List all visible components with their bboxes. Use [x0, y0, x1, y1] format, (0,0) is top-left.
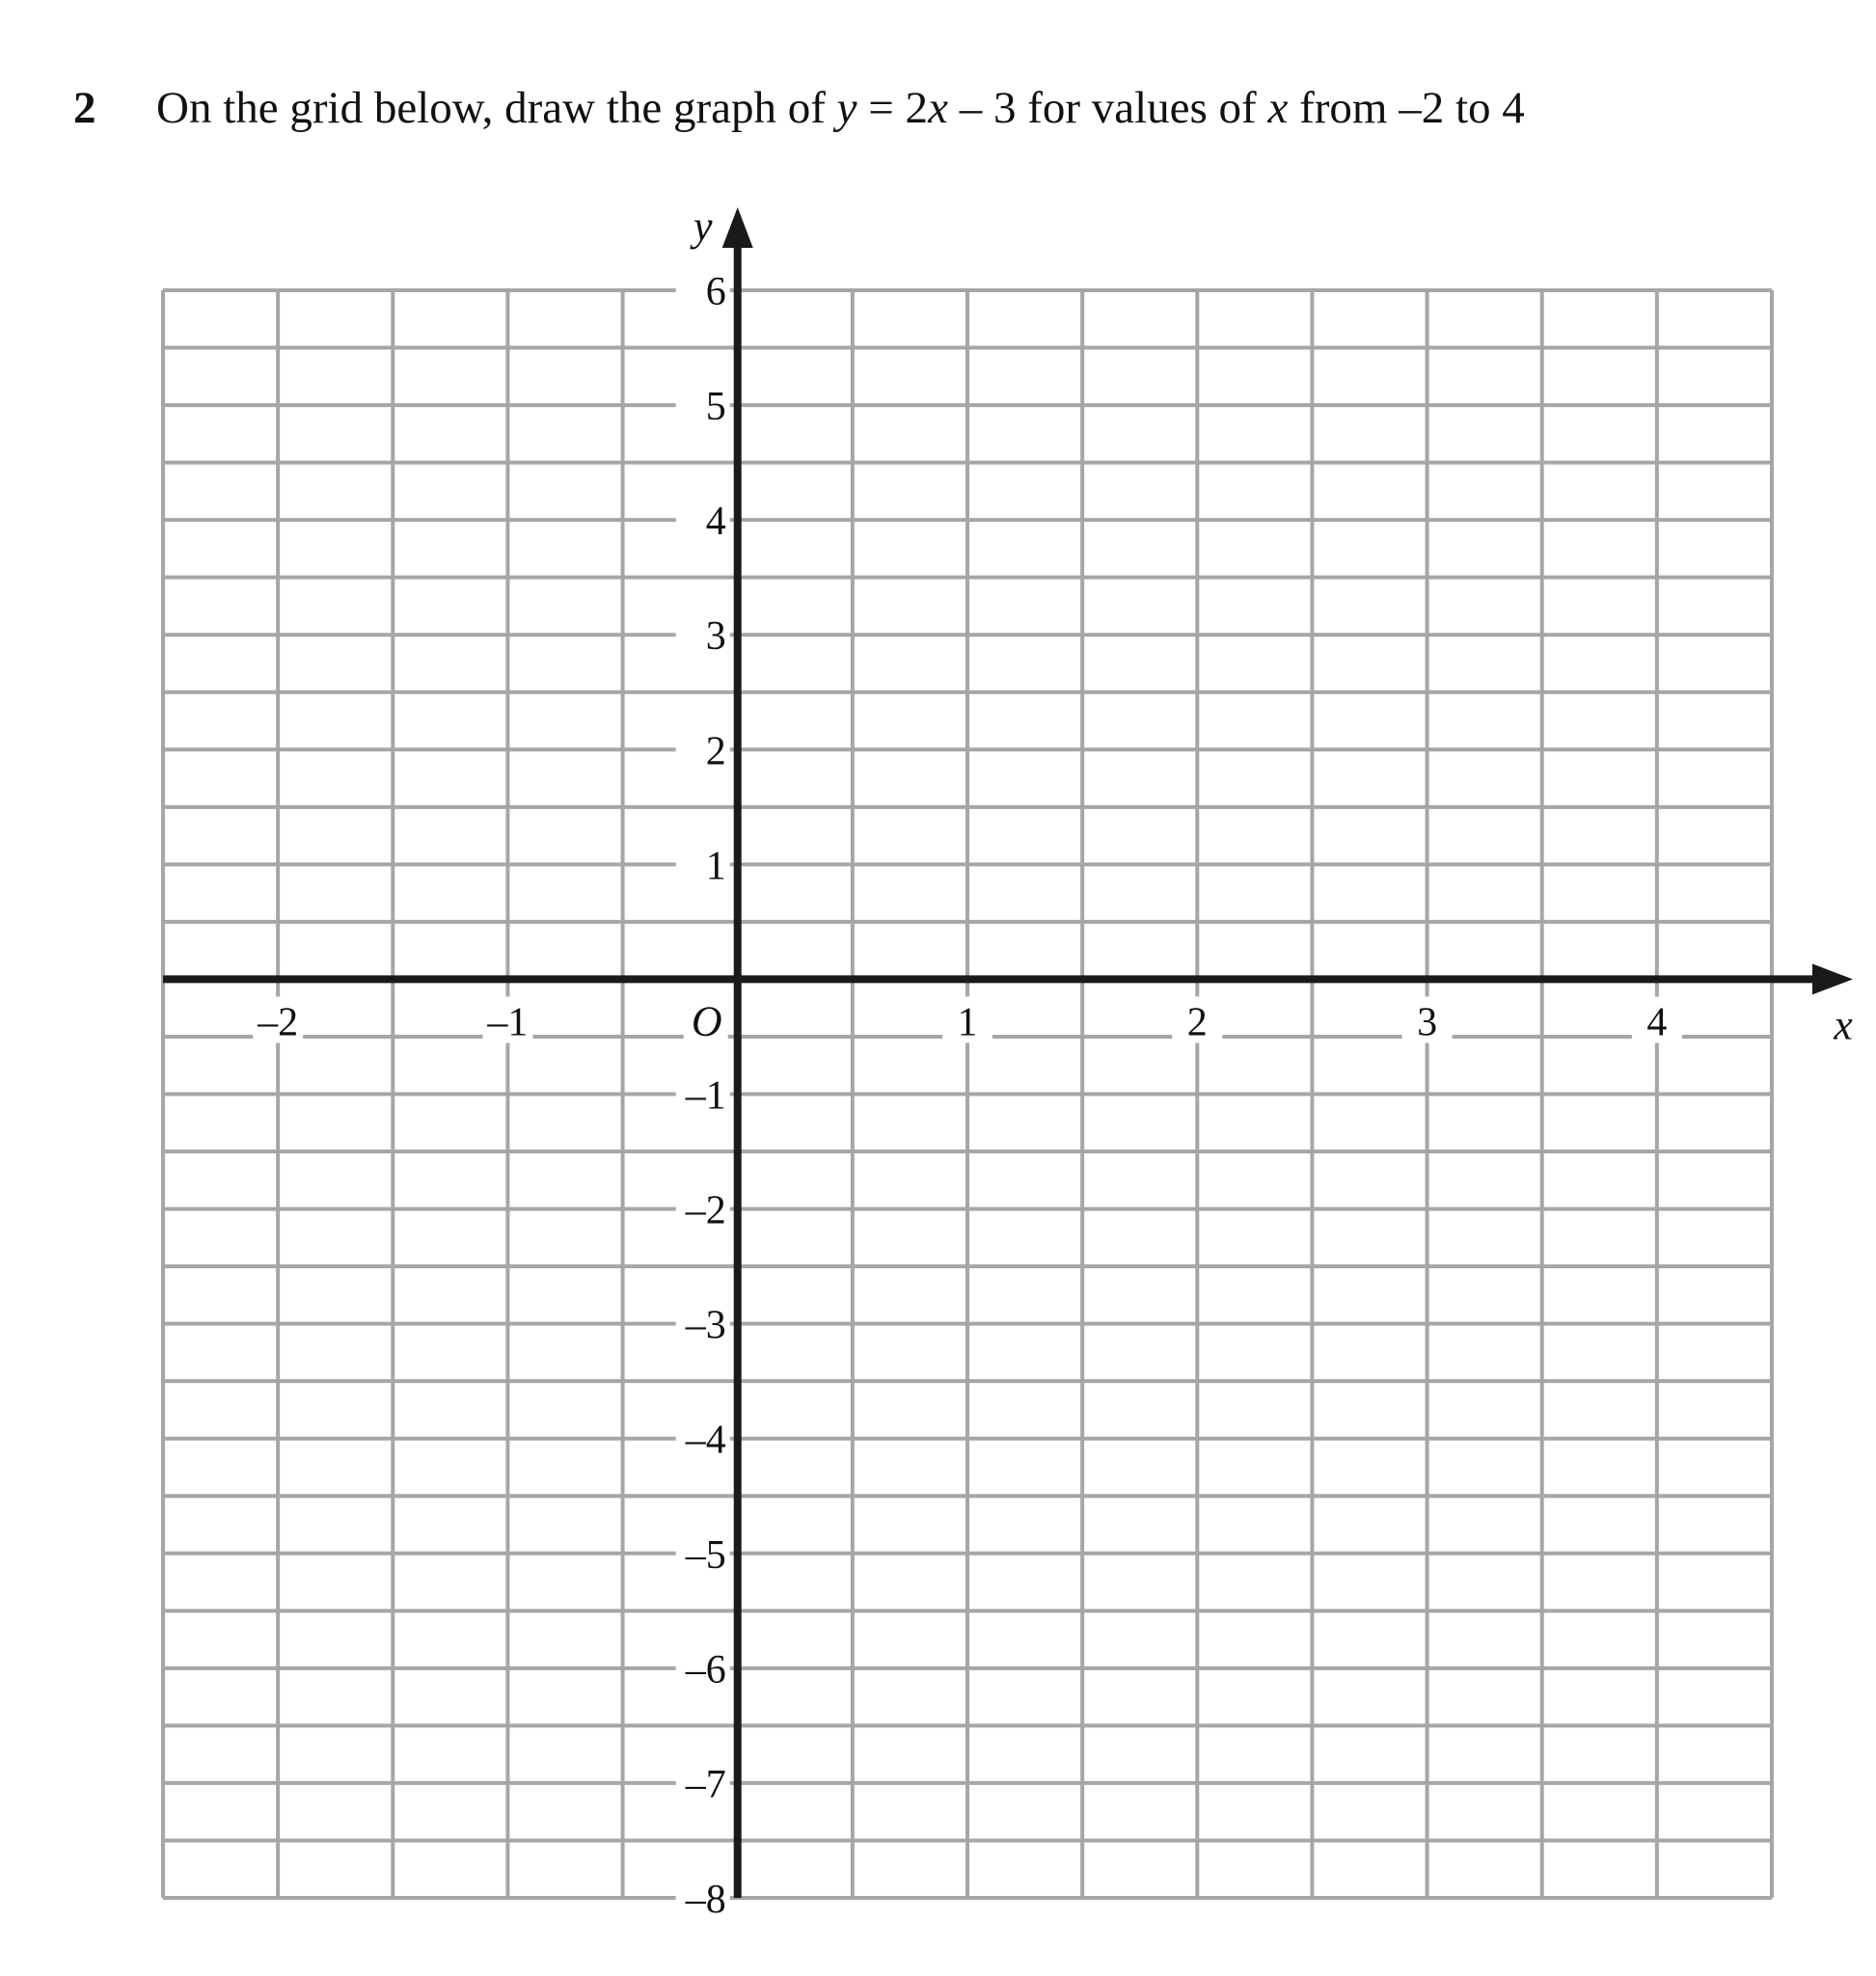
x-tick-label: –2 — [258, 1000, 299, 1045]
x-tick-label: 2 — [1186, 1000, 1208, 1045]
y-tick-label: –3 — [685, 1303, 726, 1348]
x-tick-label: –1 — [487, 1000, 529, 1045]
variable-x: x — [928, 83, 948, 133]
origin-label: O — [691, 997, 722, 1045]
question-number: 2 — [73, 83, 96, 133]
x-tick-label: 4 — [1646, 1000, 1668, 1045]
x-tick-label: 3 — [1417, 1000, 1438, 1045]
question-text-prefix: On the grid below, draw the graph of — [156, 83, 837, 133]
x-axis-arrow-icon — [1812, 963, 1853, 994]
y-tick-label: –2 — [685, 1188, 726, 1233]
y-tick-label: 5 — [705, 385, 726, 430]
question-text-equals: = 2 — [856, 83, 929, 133]
y-tick-label: –1 — [685, 1073, 726, 1119]
y-tick-label: –5 — [685, 1532, 726, 1578]
y-tick-label: 4 — [705, 500, 726, 545]
y-tick-label: 2 — [705, 729, 726, 774]
y-tick-label: 1 — [705, 844, 726, 889]
variable-x-range: x — [1267, 83, 1289, 133]
y-axis-arrow-icon — [722, 207, 753, 248]
y-tick-label: –8 — [685, 1878, 726, 1922]
question-text-middle: – 3 for values of — [947, 83, 1268, 133]
x-axis-label: x — [1834, 1001, 1853, 1049]
y-tick-label: –6 — [685, 1647, 726, 1692]
y-tick-label: 3 — [705, 614, 726, 660]
y-axis-label: y — [693, 203, 713, 250]
x-tick-label: 1 — [957, 1000, 978, 1045]
question-text-suffix: from –2 to 4 — [1288, 83, 1525, 133]
y-tick-label: –4 — [685, 1418, 726, 1463]
y-tick-label: –7 — [685, 1762, 726, 1807]
variable-y: y — [836, 83, 857, 133]
y-tick-label: 6 — [705, 270, 726, 314]
